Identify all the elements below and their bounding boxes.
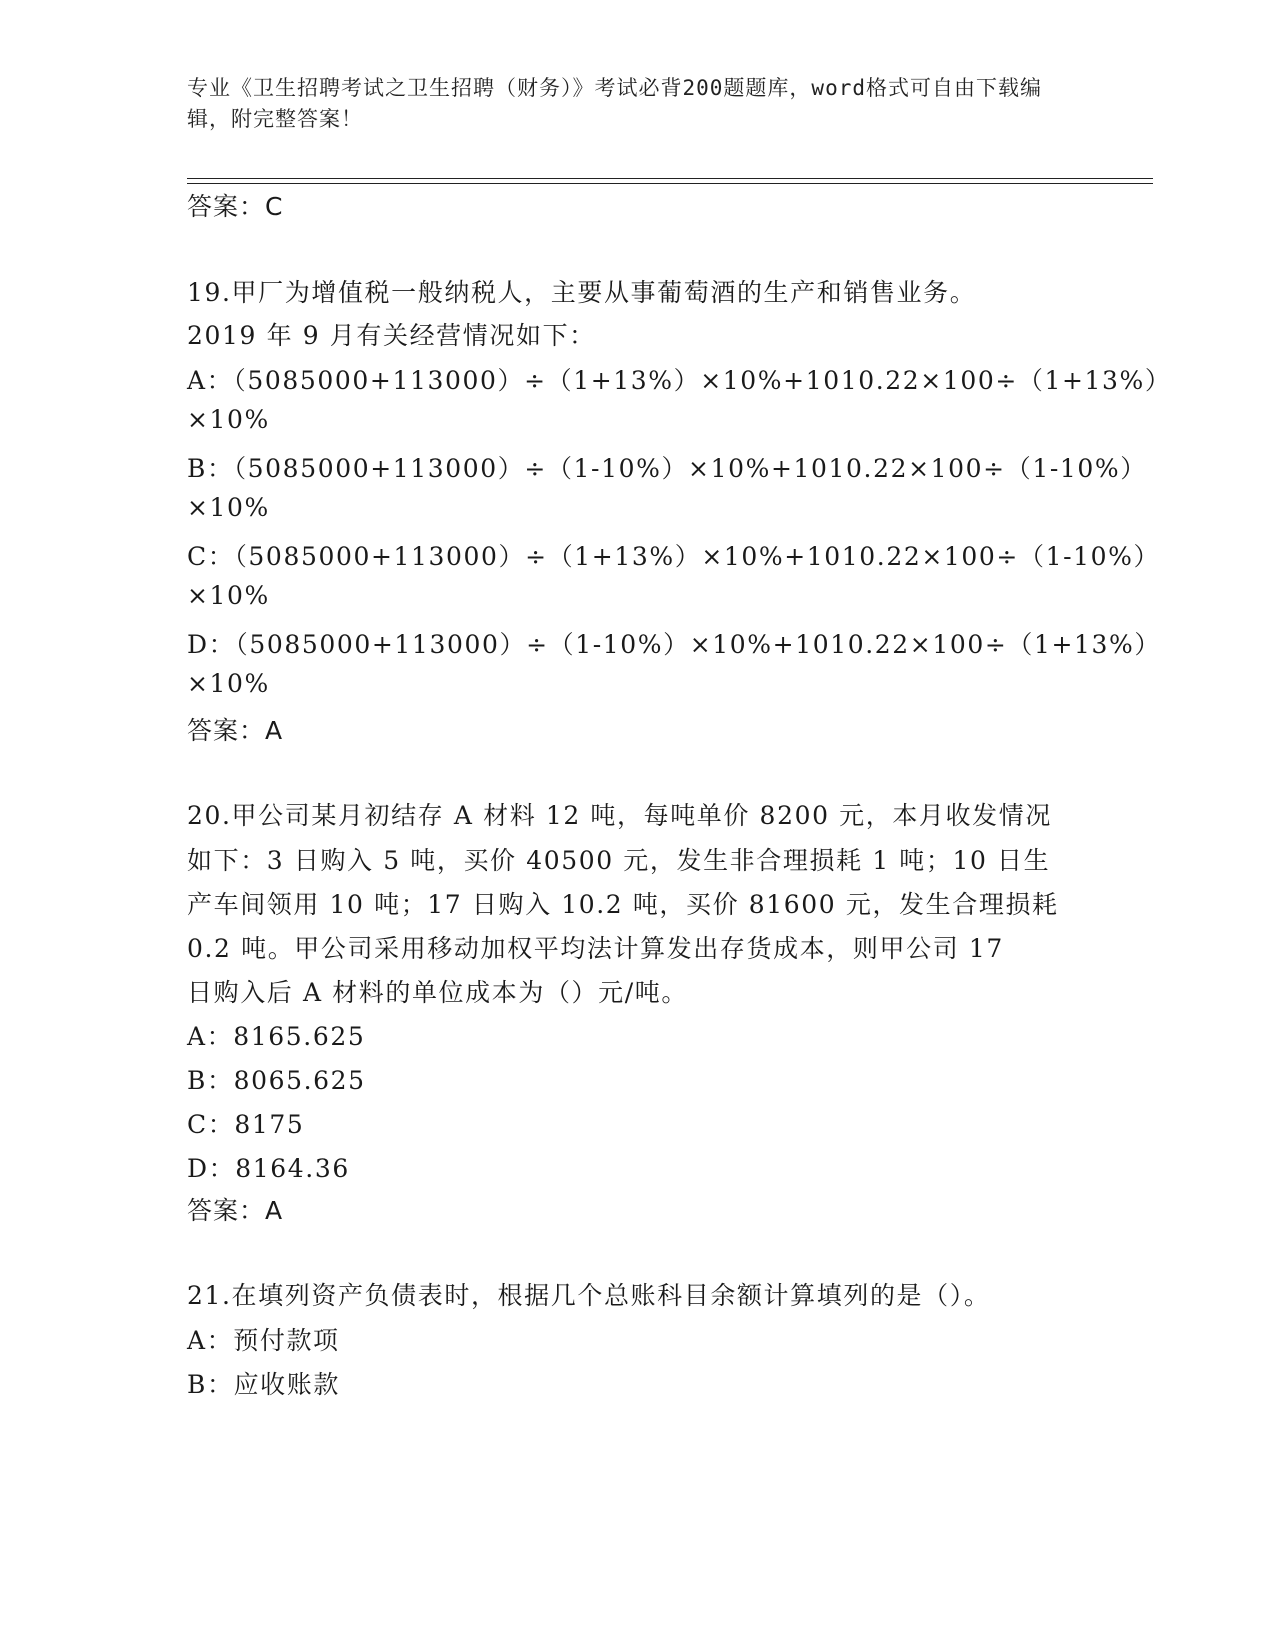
q20-option-c: C：8175 [187,1110,305,1139]
q20-option-a: A：8165.625 [187,1022,366,1051]
q19-answer: 答案：A [187,716,284,745]
q19-stem-line-2: 2019 年 9 月有关经营情况如下： [187,321,596,350]
q20-option-d: D：8164.36 [187,1154,350,1183]
q20-stem-line-2: 如下：3 日购入 5 吨，买价 40500 元，发生非合理损耗 1 吨；10 日生 [187,846,1051,875]
q20-answer: 答案：A [187,1196,284,1225]
q20-stem-line-3: 产车间领用 10 吨；17 日购入 10.2 吨，买价 81600 元，发生合理损耗 [187,890,1059,919]
q19-option-c-line-1: C：（5085000+113000）÷（1+13%）×10%+1010.22×100÷（1-10%） [187,542,1161,571]
q19-option-b-line-2: ×10% [187,493,270,522]
header-rule-bottom [187,183,1153,184]
header-rule-top [187,178,1153,179]
q21-option-b: B：应收账款 [187,1370,340,1399]
q20-stem-line-1: 20.甲公司某月初结存 A 材料 12 吨，每吨单价 8200 元，本月收发情况 [187,801,1052,830]
q19-stem-line-1: 19.甲厂为增值税一般纳税人，主要从事葡萄酒的生产和销售业务。 [187,278,977,307]
q20-option-b: B：8065.625 [187,1066,366,1095]
q19-option-c-line-2: ×10% [187,581,270,610]
q21-stem: 21.在填列资产负债表时，根据几个总账科目余额计算填列的是（）。 [187,1281,991,1310]
answer-line-q18: 答案：C [187,192,284,221]
q19-option-d-line-2: ×10% [187,669,270,698]
q20-stem-line-4: 0.2 吨。甲公司采用移动加权平均法计算发出存货成本，则甲公司 17 [187,934,1004,963]
q20-stem-line-5: 日购入后 A 材料的单位成本为（）元/吨。 [187,978,688,1007]
q19-option-a-line-2: ×10% [187,405,270,434]
q19-option-b-line-1: B：（5085000+113000）÷（1-10%）×10%+1010.22×100÷（1-10%） [187,454,1147,483]
q19-option-d-line-1: D：（5085000+113000）÷（1-10%）×10%+1010.22×100÷（1+13%） [187,630,1162,659]
q19-option-a-line-1: A：（5085000+113000）÷（1+13%）×10%+1010.22×100÷（1+13%） [187,366,1172,395]
document-header-text: 专业《卫生招聘考试之卫生招聘（财务）》考试必背200题题库，word格式可自由下载编辑，附完整答案！ [187,76,1042,131]
q21-option-a: A：预付款项 [187,1326,340,1355]
